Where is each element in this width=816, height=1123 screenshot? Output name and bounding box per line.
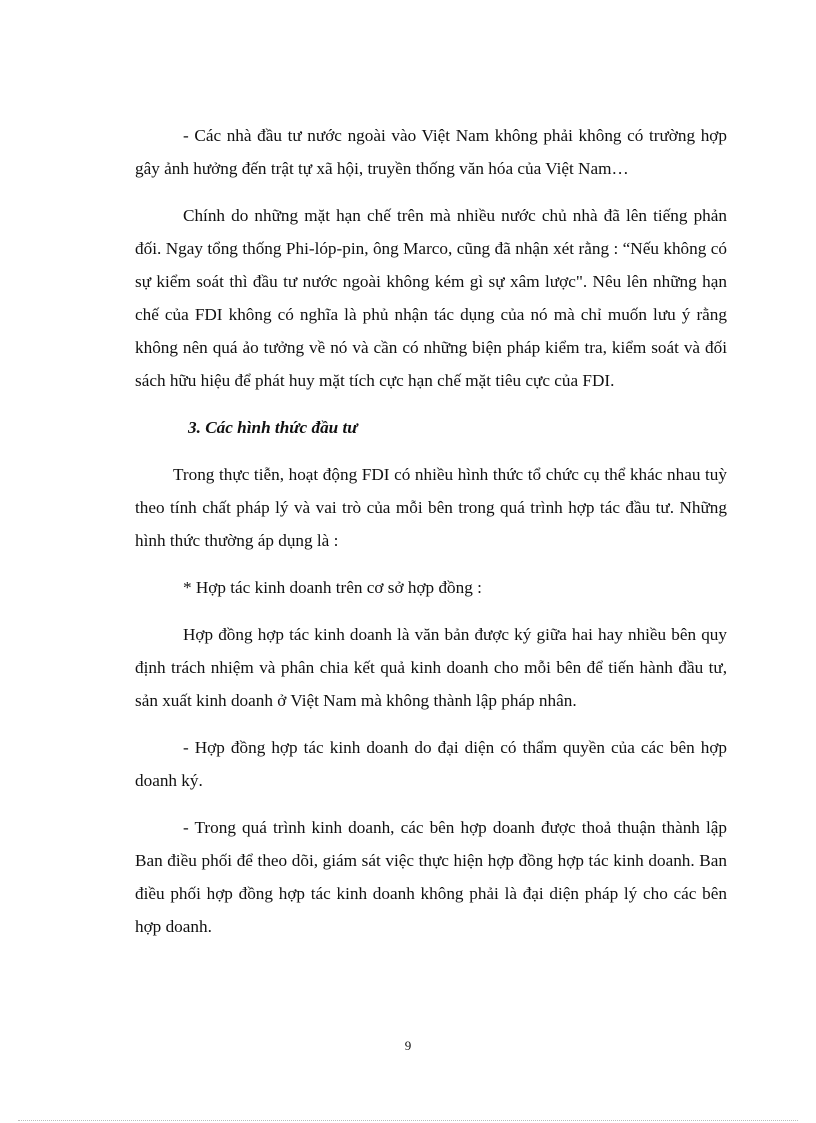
paragraph-coordination-board: - Trong quá trình kinh doanh, các bên hợp doanh được thoả thuận thành lập Ban điều phối để theo dõi, giám sát việc thực hiện hợp đồng hợp tác kinh doanh. Ban điều phối hợp đồng hợp tác kinh doanh không phải là đại diện pháp lý cho các bên hợp doanh. <box>135 818 727 936</box>
paragraph-foreign-investors: - Các nhà đầu tư nước ngoài vào Việt Nam không phải không có trường hợp gây ảnh hưởng đến trật tự xã hội, truyền thống văn hóa của Việt Nam… <box>135 126 727 178</box>
paragraph-contract-cooperation: * Hợp tác kinh doanh trên cơ sở hợp đồng : <box>183 578 482 597</box>
page-bottom-border <box>18 1120 798 1121</box>
page-number: 9 <box>404 1038 412 1053</box>
section-heading: 3. Các hình thức đầu tư <box>188 418 358 437</box>
paragraph-fdi-forms: Trong thực tiễn, hoạt động FDI có nhiều hình thức tổ chức cụ thể khác nhau tuỳ theo tính chất pháp lý và vai trò của mỗi bên trong quá trình hợp tác đầu tư. Những hình thức thường áp dụng là : <box>135 465 727 550</box>
document-body <box>135 119 727 957</box>
paragraph-host-countries: Chính do những mặt hạn chế trên mà nhiều nước chủ nhà đã lên tiếng phản đối. Ngay tổng thống Phi-lóp-pin, ông Marco, cũng đã nhận xét rằng : “Nếu không có sự kiểm soát thì đầu tư nước ngoài không kém gì sự xâm lược". Nêu lên những hạn chế của FDI không có nghĩa là phủ nhận tác dụng của nó mà chỉ muốn lưu ý rằng không nên quá ảo tưởng về nó và cần có những biện pháp kiểm tra, kiểm soát và đối sách hữu hiệu để phát huy mặt tích cực hạn chế mặt tiêu cực của FDI. <box>135 206 727 390</box>
paragraph-contract-definition: Hợp đồng hợp tác kinh doanh là văn bản được ký giữa hai hay nhiều bên quy định trách nhiệm và phân chia kết quả kinh doanh cho mỗi bên để tiến hành đầu tư, sản xuất kinh doanh ở Việt Nam mà không thành lập pháp nhân. <box>135 625 727 710</box>
paragraph-contract-signing: - Hợp đồng hợp tác kinh doanh do đại diện có thẩm quyền của các bên hợp doanh ký. <box>135 738 727 790</box>
